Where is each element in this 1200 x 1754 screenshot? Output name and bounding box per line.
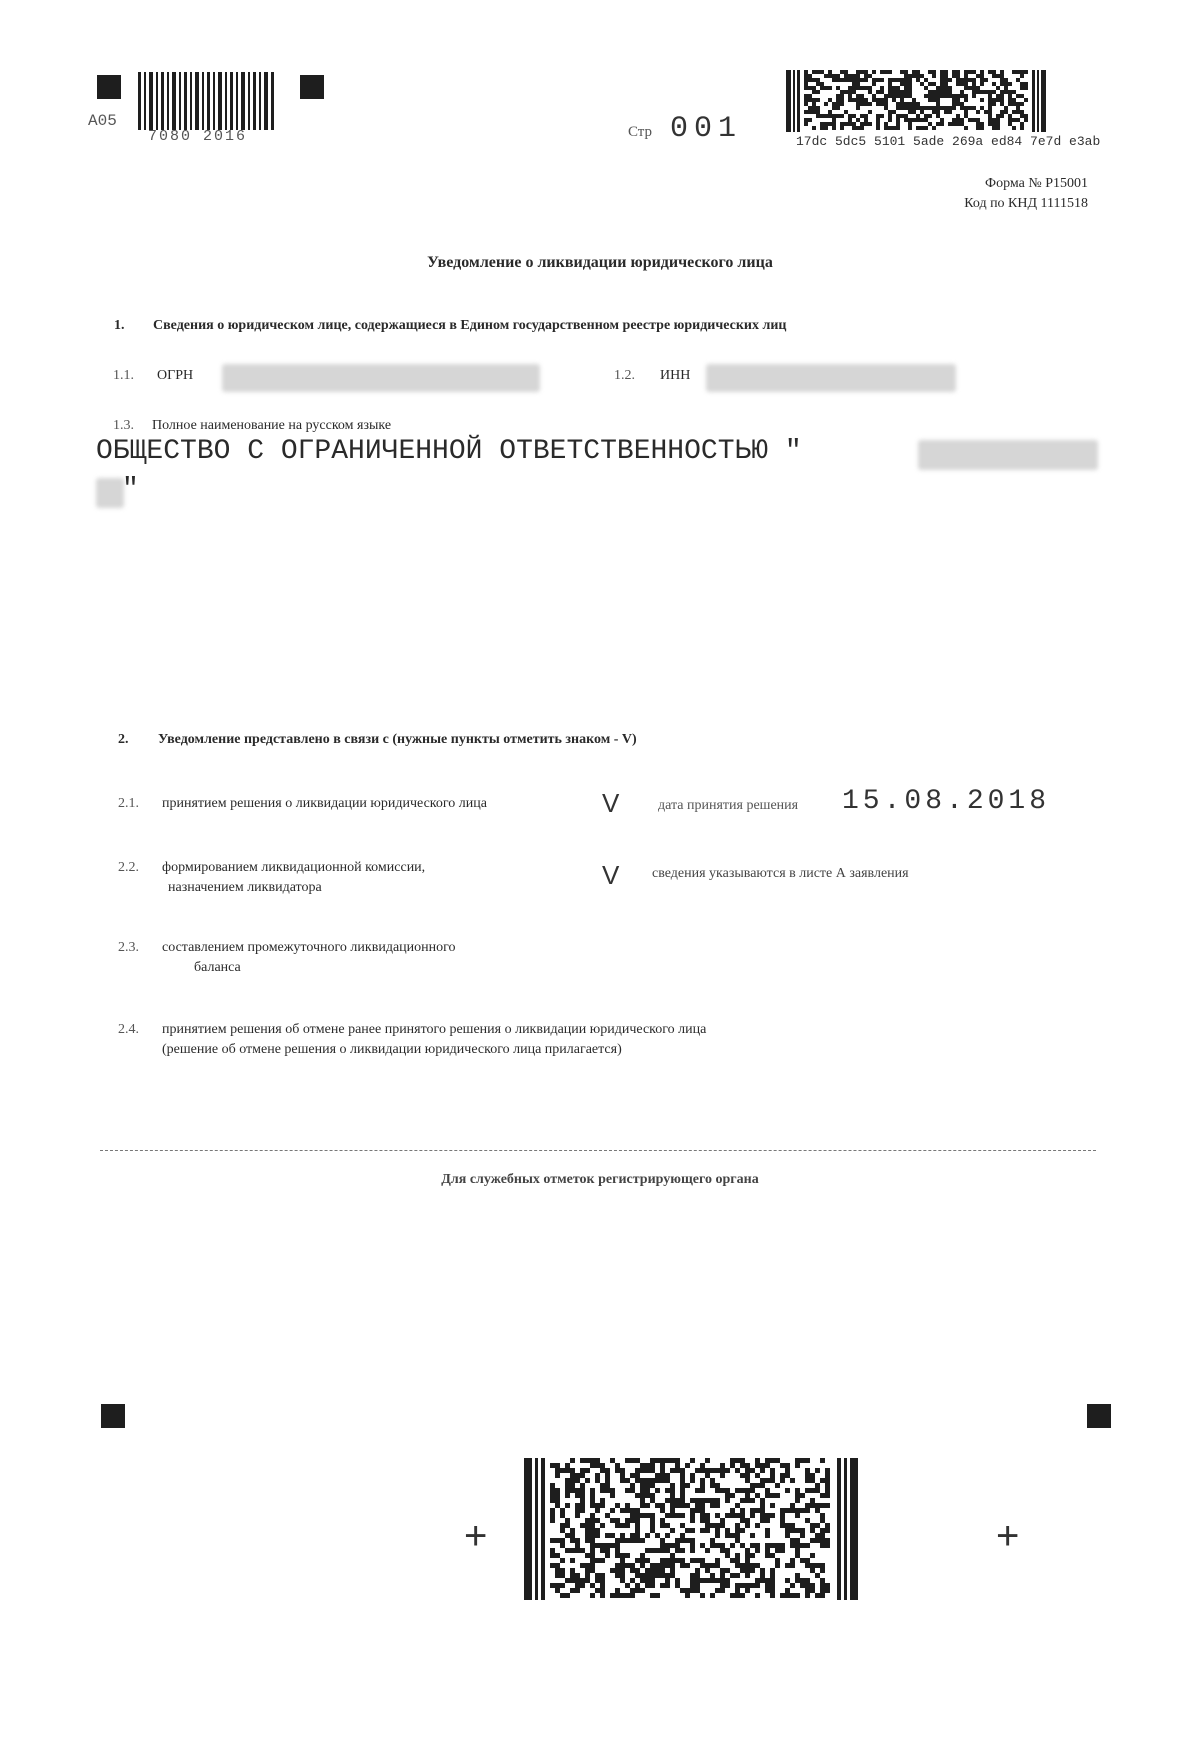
document-title: Уведомление о ликвидации юридического лица [427,254,773,271]
item-2-4-text-line-2: (решение об отмене решения о ликвидации юридического лица прилагается) [162,1042,622,1057]
item-2-1-text: принятием решения о ликвидации юридического лица [162,796,487,811]
inn-value-redacted [706,364,956,392]
section-2-heading: Уведомление представлено в связи с (нужные пункты отметить знаком - V) [158,732,637,747]
page-number: 001 [670,112,743,146]
fullname-number: 1.3. [113,418,134,433]
ogrn-label: ОГРН [157,368,194,383]
item-2-3-text-line-2: баланса [194,960,241,975]
fullname-redacted-2 [96,478,124,508]
document-hash: 17dc 5dc5 5101 5ade 269a ed84 7e7d e3ab [796,134,1101,149]
item-2-2-note: сведения указываются в листе А заявления [652,866,909,881]
fullname-line-2: " [122,474,139,505]
top-2d-barcode [786,70,1046,132]
ogrn-value-redacted [222,364,540,392]
knd-code: Код по КНД 1111518 [964,196,1088,211]
item-2-1-checkmark: V [602,788,620,818]
linear-barcode [138,72,274,130]
corner-marker-bottom-right [1087,1404,1111,1428]
item-2-2-checkmark: V [602,860,620,890]
item-2-3-text-line-1: составлением промежуточного ликвидационного [162,940,456,955]
dashed-separator [100,1150,1096,1151]
left-registration-cross: + [464,1514,488,1558]
ogrn-number: 1.1. [113,368,134,383]
form-number: Форма № Р15001 [985,176,1088,191]
form-code-prefix: А05 [88,112,117,130]
form-code-number: 7080 2016 [148,128,248,145]
item-2-3-number: 2.3. [118,940,139,955]
inn-label: ИНН [660,368,691,383]
corner-marker-top-left [97,75,121,99]
bottom-2d-barcode [524,1458,858,1600]
item-2-1-number: 2.1. [118,796,139,811]
inn-number: 1.2. [614,368,635,383]
corner-marker-bottom-left [101,1404,125,1428]
item-2-4-text-line-1: принятием решения об отмене ранее принятого решения о ликвидации юридического лица [162,1022,707,1037]
fullname-redacted-1 [918,440,1098,470]
corner-marker-top-center [300,75,324,99]
page-label: Стр [628,124,653,140]
fullname-label: Полное наименование на русском языке [152,418,392,433]
item-2-4-number: 2.4. [118,1022,139,1037]
decision-date-label: дата принятия решения [658,798,799,813]
decision-date: 15.08.2018 [842,786,1051,817]
item-2-2-text-line-2: назначением ликвидатора [168,880,322,895]
service-note: Для служебных отметок регистрирующего органа [441,1172,759,1187]
right-registration-cross: + [996,1514,1020,1558]
section-1-heading: Сведения о юридическом лице, содержащиеся в Едином государственном реестре юридических лиц [153,318,787,333]
fullname-line-1: ОБЩЕСТВО С ОГРАНИЧЕННОЙ ОТВЕТСТВЕННОСТЬЮ " [96,436,802,467]
item-2-2-number: 2.2. [118,860,139,875]
section-2-number: 2. [118,732,129,747]
item-2-2-text-line-1: формированием ликвидационной комиссии, [162,860,426,875]
section-1-number: 1. [114,318,125,333]
